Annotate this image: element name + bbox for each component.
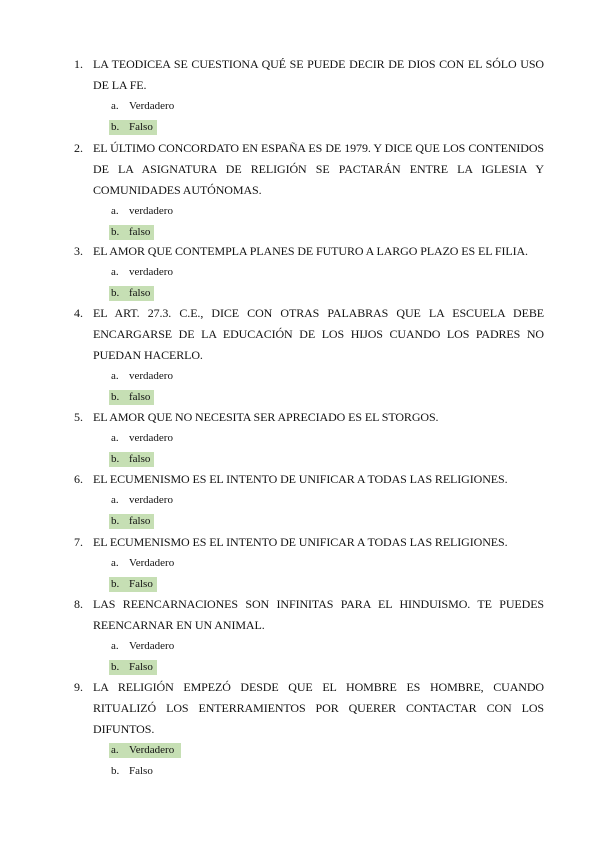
option-a[interactable] [111, 96, 544, 117]
question-4 [74, 303, 544, 408]
option-label: verdadero [129, 370, 173, 382]
option-b-highlighted[interactable] [111, 657, 544, 678]
option-letter: a. [111, 557, 119, 569]
option-label: falso [129, 453, 151, 465]
option-label: Falso [129, 765, 153, 777]
option-letter: b. [111, 287, 120, 299]
option-label: falso [129, 515, 151, 527]
option-label: falso [129, 391, 151, 403]
option-label: falso [129, 287, 151, 299]
question-number: 2. [74, 141, 83, 155]
question-text: LA RELIGIÓN EMPEZÓ DESDE QUE EL HOMBRE ES HOMBRE, CUANDO RITUALIZÓ LOS ENTERRAMIENTOS POR QUERER CONTACTAR CON LOS DIFUNTOS. [93, 680, 544, 736]
option-label: verdadero [129, 266, 173, 278]
question-number: 7. [74, 535, 83, 549]
option-b-highlighted[interactable] [111, 117, 544, 138]
question-number: 9. [74, 680, 83, 694]
option-label: verdadero [129, 432, 173, 444]
question-text: EL AMOR QUE CONTEMPLA PLANES DE FUTURO A LARGO PLAZO ES EL FILIA. [93, 244, 528, 258]
option-a[interactable] [111, 428, 544, 449]
option-label: falso [129, 226, 151, 238]
option-letter: a. [111, 640, 119, 652]
option-label: Falso [129, 578, 153, 590]
option-a-highlighted[interactable] [111, 740, 544, 761]
option-b[interactable] [111, 761, 544, 782]
option-a[interactable] [111, 201, 544, 222]
option-label: Verdadero [129, 100, 175, 112]
option-letter: a. [111, 494, 119, 506]
question-number: 1. [74, 57, 83, 71]
question-9 [74, 677, 544, 782]
question-7 [74, 532, 544, 595]
option-letter: b. [111, 765, 120, 777]
question-6 [74, 469, 544, 532]
question-1 [74, 54, 544, 138]
option-letter: b. [111, 121, 120, 133]
option-a[interactable] [111, 490, 544, 511]
option-label: verdadero [129, 205, 173, 217]
question-text: EL ECUMENISMO ES EL INTENTO DE UNIFICAR A TODAS LAS RELIGIONES. [93, 472, 508, 486]
question-8 [74, 594, 544, 678]
question-text: EL ART. 27.3. C.E., DICE CON OTRAS PALABRAS QUE LA ESCUELA DEBE ENCARGARSE DE LA EDUCACIÓN DE LOS HIJOS CUANDO LOS PADRES NO PUEDAN HACERLO. [93, 306, 544, 362]
option-label: Verdadero [129, 557, 175, 569]
option-label: verdadero [129, 494, 173, 506]
question-text: EL AMOR QUE NO NECESITA SER APRECIADO ES EL STORGOS. [93, 410, 439, 424]
question-text: EL ÚLTIMO CONCORDATO EN ESPAÑA ES DE 1979. Y DICE QUE LOS CONTENIDOS DE LA ASIGNATURA DE RELIGIÓN SE PACTARÁN ENTRE LA IGLESIA Y COMUNIDADES AUTÓNOMAS. [93, 141, 544, 197]
question-number: 6. [74, 472, 83, 486]
option-letter: b. [111, 515, 120, 527]
option-label: Falso [129, 121, 153, 133]
question-text: EL ECUMENISMO ES EL INTENTO DE UNIFICAR A TODAS LAS RELIGIONES. [93, 535, 508, 549]
question-3 [74, 241, 544, 304]
option-b-highlighted[interactable] [111, 574, 544, 595]
option-b-highlighted[interactable] [111, 222, 544, 243]
option-a[interactable] [111, 636, 544, 657]
question-number: 5. [74, 410, 83, 424]
option-a[interactable] [111, 553, 544, 574]
question-number: 8. [74, 597, 83, 611]
option-letter: b. [111, 453, 120, 465]
question-text: LA TEODICEA SE CUESTIONA QUÉ SE PUEDE DECIR DE DIOS CON EL SÓLO USO DE LA FE. [93, 57, 544, 92]
option-a[interactable] [111, 366, 544, 387]
option-letter: b. [111, 391, 120, 403]
question-number: 3. [74, 244, 83, 258]
option-letter: a. [111, 744, 119, 756]
option-b-highlighted[interactable] [111, 511, 544, 532]
option-label: Falso [129, 661, 153, 673]
option-a[interactable] [111, 262, 544, 283]
option-letter: b. [111, 661, 120, 673]
option-letter: a. [111, 432, 119, 444]
question-2 [74, 138, 544, 243]
question-5 [74, 407, 544, 470]
option-letter: a. [111, 100, 119, 112]
option-label: Verdadero [129, 744, 175, 756]
question-text: LAS REENCARNACIONES SON INFINITAS PARA EL HINDUISMO. TE PUEDES REENCARNAR EN UN ANIMAL. [93, 597, 544, 632]
option-letter: a. [111, 205, 119, 217]
option-b-highlighted[interactable] [111, 449, 544, 470]
option-letter: a. [111, 266, 119, 278]
option-letter: b. [111, 226, 120, 238]
option-b-highlighted[interactable] [111, 283, 544, 304]
option-label: Verdadero [129, 640, 175, 652]
option-letter: b. [111, 578, 120, 590]
option-b-highlighted[interactable] [111, 387, 544, 408]
option-letter: a. [111, 370, 119, 382]
question-number: 4. [74, 306, 83, 320]
